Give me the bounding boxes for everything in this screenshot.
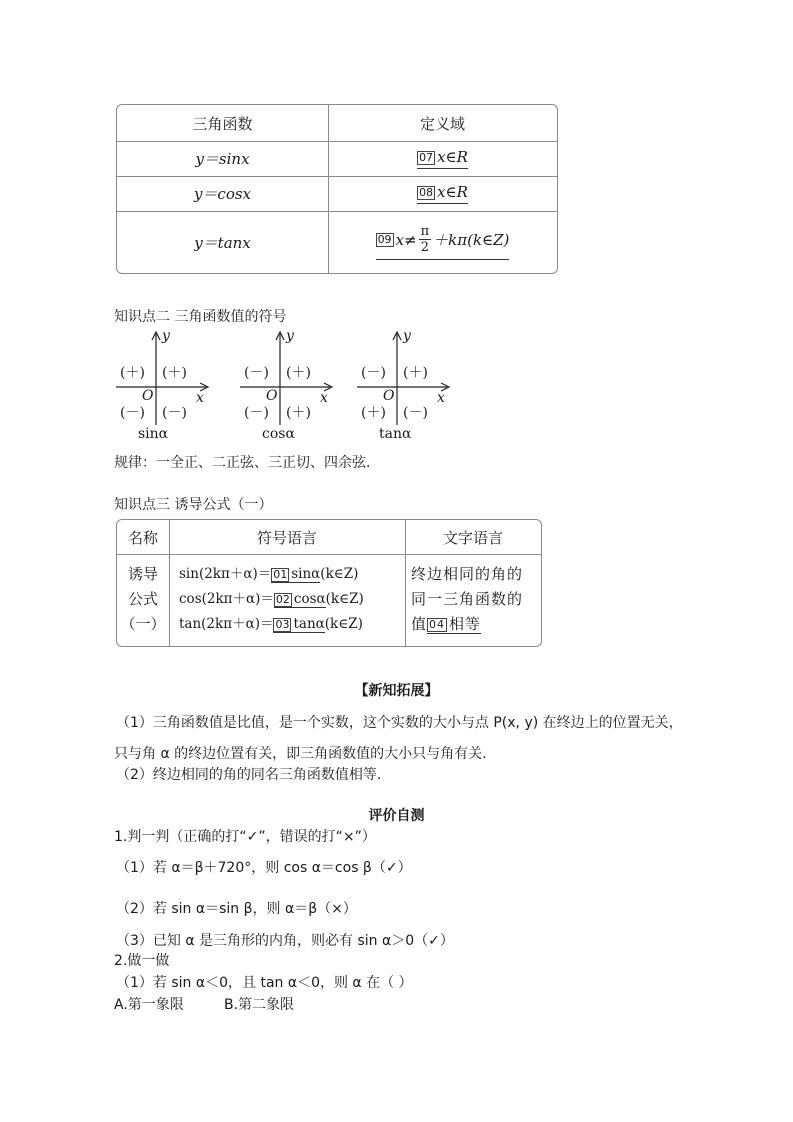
row-tan-func: y＝tanx (194, 233, 251, 252)
quadrant-1-sign: (＋) (286, 365, 311, 381)
expand-title: 【新知拓展】 (354, 683, 439, 699)
formula-cond: (k∈Z) (324, 616, 363, 632)
sign-diagram-sin (116, 330, 216, 445)
row-cos-domain-text: x∈R (437, 183, 468, 201)
option-b: B.第二象限 (224, 997, 295, 1013)
origin-label: O (266, 388, 278, 404)
quadrant-3-sign: (－) (120, 405, 145, 421)
kp3-title: 知识点三 诱导公式（一） (114, 497, 273, 513)
row-tan-domain (328, 211, 557, 273)
formula-text (411, 562, 523, 637)
domain-header-func: 三角函数 (192, 114, 253, 133)
kp2-title: 知识点二 三角函数值的符号 (114, 309, 287, 325)
quadrant-1-sign: (＋) (403, 365, 428, 381)
answer-box: 01 (273, 567, 288, 581)
text-line: 终边相同的角的 (411, 565, 524, 583)
formula-cond: (k∈Z) (320, 566, 359, 582)
tan-domain-post: ＋kπ(k∈Z) (433, 231, 510, 249)
row-cos-func: y＝cosx (193, 185, 252, 203)
option-a: A.第一象限 (114, 997, 184, 1013)
quadrant-4-sign: (－) (162, 405, 187, 421)
name-line: 公式 (127, 590, 158, 608)
row-sin-domain (328, 141, 557, 176)
quadrant-4-sign: (＋) (286, 405, 311, 421)
formula-name (117, 562, 169, 637)
answer-box: 04 (429, 618, 446, 631)
kp2-rule: 规律：一全正、二正弦、三正切、四余弦. (114, 455, 371, 471)
quadrant-3-sign: (＋) (361, 405, 386, 421)
frac-num: π (420, 224, 430, 239)
quadrant-2-sign: (－) (361, 365, 386, 381)
text-line: 同一三角函数的 (411, 590, 524, 608)
tan-domain-pre: x≠ (395, 230, 417, 249)
y-axis-label: y (403, 328, 411, 344)
formula-tan (179, 612, 364, 637)
text-pre: 值 (411, 615, 428, 633)
quadrant-4-sign: (－) (403, 405, 428, 421)
answer-box: 02 (275, 592, 290, 606)
kp3-header-text: 文字语言 (442, 528, 503, 547)
function-label: tanα (379, 426, 412, 442)
expand-p2: （2）终边相同的角的同名三角函数值相等. (116, 767, 382, 783)
text-line-last (411, 612, 523, 637)
origin-label: O (383, 388, 395, 404)
expand-p1b: 只与角 α 的终边位置有关，即三角函数值的大小只与角有关. (114, 746, 487, 762)
name-line: （一） (120, 615, 166, 633)
formula-rhs: sinα (291, 566, 321, 582)
formula-rhs: cosα (293, 591, 326, 607)
selftest-q1: 1.判一判（正确的打“✓”，错误的打“×”） (114, 829, 376, 845)
formula-cos (179, 587, 364, 612)
answer-box: 09 (377, 232, 392, 246)
answer-box: 07 (419, 151, 434, 164)
formula-cond: (k∈Z) (325, 591, 364, 607)
y-axis-label: y (286, 328, 294, 344)
name-line: 诱导 (127, 565, 158, 583)
formula-sin (179, 562, 364, 587)
answer-box: 08 (419, 186, 434, 199)
quadrant-2-sign: (＋) (120, 365, 145, 381)
formula-lhs: cos(2kπ＋α)＝ (179, 591, 274, 607)
domain-table (116, 104, 558, 274)
frac-den: 2 (420, 240, 429, 255)
quadrant-2-sign: (－) (244, 365, 269, 381)
formula-rhs: tanα (293, 616, 325, 632)
x-axis-label: x (196, 390, 204, 406)
text-answer: 相等 (449, 615, 482, 633)
pi-over-2-fraction (419, 224, 432, 255)
selftest-title: 评价自测 (368, 808, 425, 824)
answer-box: 03 (275, 617, 290, 631)
selftest-q1-1: （1）若 α＝β＋720°，则 cos α＝cos β（✓） (116, 860, 412, 876)
quadrant-3-sign: (－) (244, 405, 269, 421)
selftest-q2-1: （1）若 sin α＜0，且 tan α＜0，则 α 在（ ） (116, 975, 413, 991)
formula-lhs: sin(2kπ＋α)＝ (179, 566, 272, 582)
expand-p1a: （1）三角函数值是比值，是一个实数，这个实数的大小与点 P(x, y) 在终边上的位置无关， (116, 715, 683, 731)
selftest-q2: 2.做一做 (114, 953, 170, 969)
y-axis-label: y (162, 328, 170, 344)
function-label: sinα (138, 426, 169, 442)
quadrant-1-sign: (＋) (162, 365, 187, 381)
domain-header-domain: 定义域 (419, 114, 465, 133)
kp3-header-name: 名称 (127, 528, 158, 547)
row-cos-domain (328, 176, 557, 211)
sign-diagram-cos (240, 330, 340, 445)
row-sin-domain-text: x∈R (437, 148, 468, 166)
formula-lhs: tan(2kπ＋α)＝ (179, 616, 274, 632)
formula-list (179, 562, 364, 637)
selftest-q1-2: （2）若 sin α＝sin β，则 α＝β（×） (116, 901, 357, 917)
sign-diagram-tan (357, 330, 457, 445)
x-axis-label: x (437, 390, 445, 406)
x-axis-label: x (320, 390, 328, 406)
kp3-header-symbol: 符号语言 (256, 528, 317, 547)
origin-label: O (142, 388, 154, 404)
selftest-q1-3: （3）已知 α 是三角形的内角，则必有 sin α＞0（✓） (116, 933, 454, 949)
induction-table (116, 519, 542, 647)
row-sin-func: y＝sinx (195, 150, 250, 168)
function-label: cosα (262, 426, 295, 442)
